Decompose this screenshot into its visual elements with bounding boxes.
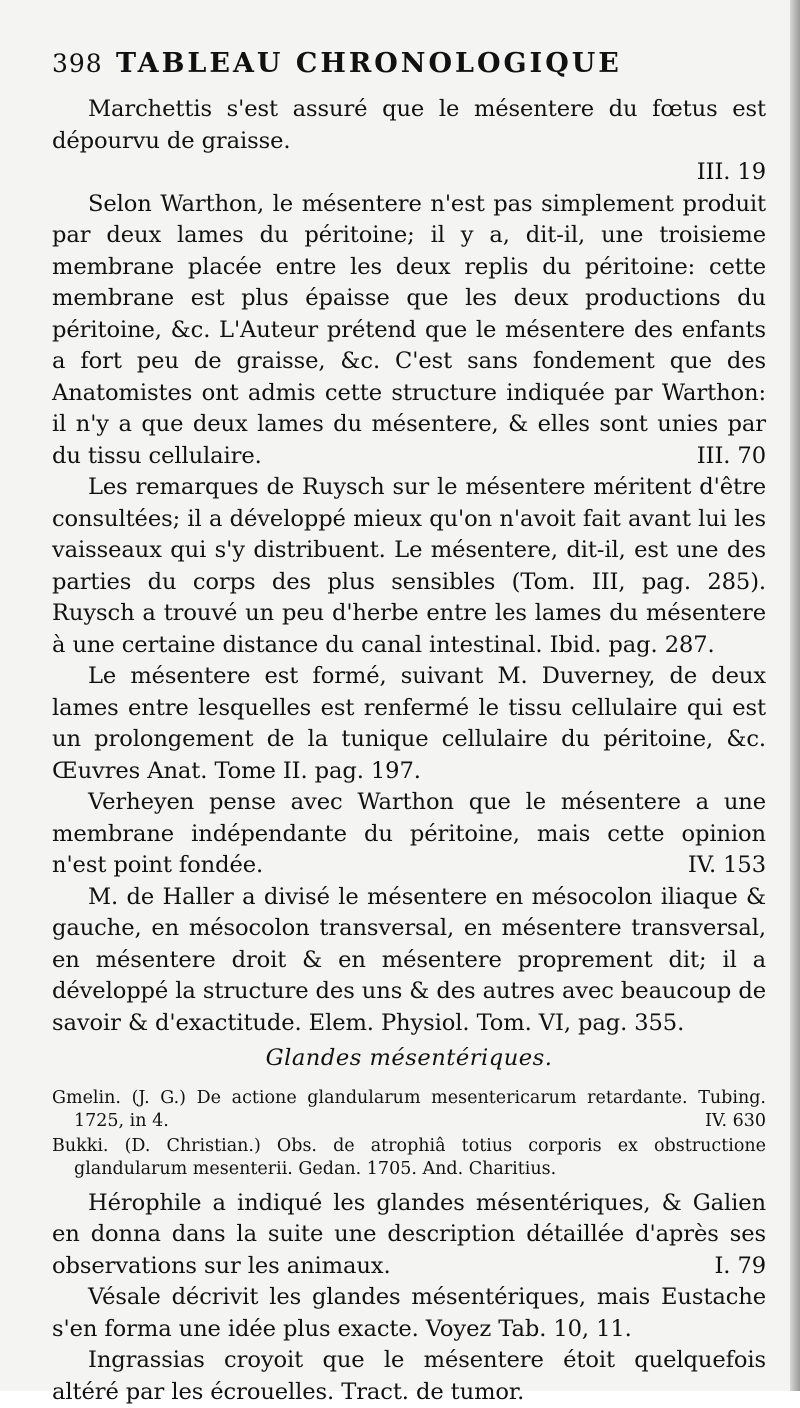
main-text-continued	[52, 1188, 766, 1408]
bibliography-text: Bukki. (D. Christian.) Obs. de atrophiâ totius corporis ex obstructione glandularum mesenterii. Gedan. 1705. And. Charitius.	[52, 1136, 766, 1180]
paragraph	[52, 1282, 766, 1345]
volume-reference: IV. 630	[705, 1110, 766, 1134]
running-title: TABLEAU CHRONOLOGIQUE	[116, 48, 622, 79]
paragraph-text: Ingrassias croyoit que le mésentere étoit quelquefois altéré par les écrouelles. Tract. de tumor.	[52, 1347, 766, 1405]
bibliography	[52, 1087, 766, 1182]
paragraph	[52, 189, 766, 473]
paragraph-text: Verheyen pense avec Warthon que le mésentere a une membrane indépendante du péritoine, mais cette opinion n'est point fondée.	[52, 789, 766, 878]
volume-reference: III. 19	[52, 157, 766, 189]
paragraph-text: Marchettis s'est assuré que le mésentere du fœtus est dépourvu de graisse.	[52, 96, 766, 154]
volume-reference: IV. 153	[688, 850, 766, 882]
running-head	[52, 48, 766, 92]
paragraph	[52, 94, 766, 189]
paragraph	[52, 882, 766, 1040]
paragraph-text: M. de Haller a divisé le mésentere en mésocolon iliaque & gauche, en mésocolon transversal, en mésentere transversal, en mésentere droit & en mésentere proprement dit; il a développé la structure des uns & des autres avec beaucoup de savoir & d'exactitude. Elem. Physiol. Tom. VI, pag. 355.	[52, 884, 766, 1036]
paragraph	[52, 787, 766, 882]
paragraph	[52, 1188, 766, 1283]
paragraph-text: Vésale décrivit les glandes mésentériques, mais Eustache s'en forma une idée plus exacte. Voyez Tab. 10, 11.	[52, 1284, 766, 1342]
page-number: 398	[52, 49, 116, 78]
bibliography-text: Gmelin. (J. G.) De actione glandularum mesentericarum retardante. Tubing. 1725, in 4.	[52, 1088, 766, 1132]
volume-reference: I. 79	[714, 1251, 766, 1283]
bibliography-entry	[52, 1135, 766, 1182]
paragraph-text: Les remarques de Ruysch sur le mésentere méritent d'être consultées; il a développé mieux qu'on n'avoit fait avant lui les vaisseaux qui s'y distribuent. Le mésentere, dit-il, est une des parties du corps des plus sensibles (Tom. III, pag. 285). Ruysch a trouvé un peu d'herbe entre les lames du mésentere à une certaine distance du canal intestinal. Ibid. pag. 287.	[52, 474, 766, 658]
section-heading: Glandes mésentériques.	[52, 1043, 766, 1075]
paragraph-text: Le mésentere est formé, suivant M. Duverney, de deux lames entre lesquelles est renfermé le tissu cellulaire qui est un prolongement de la tunique cellulaire du péritoine, &c. Œuvres Anat. Tome II. pag. 197.	[52, 663, 766, 784]
paragraph	[52, 472, 766, 661]
paragraph-text: Hérophile a indiqué les glandes mésentériques, & Galien en donna dans la suite une description détaillée d'après ses observations sur les animaux.	[52, 1190, 766, 1279]
main-text	[52, 94, 766, 1039]
bibliography-entry	[52, 1087, 766, 1134]
paragraph	[52, 661, 766, 787]
volume-reference: III. 70	[697, 441, 766, 473]
paragraph-text: Selon Warthon, le mésentere n'est pas simplement produit par deux lames du péritoine; il y a, dit-il, une troisieme membrane placée entre les deux replis du péritoine: cette membrane est plus épaisse que les deux productions du péritoine, &c. L'Auteur prétend que le mésentere des enfants a fort peu de graisse, &c. C'est sans fondement que des Anatomistes ont admis cette structure indiquée par Warthon: il n'y a que deux lames du mésentere, & elles sont unies par du tissu cellulaire.	[52, 191, 766, 469]
paragraph	[52, 1345, 766, 1408]
